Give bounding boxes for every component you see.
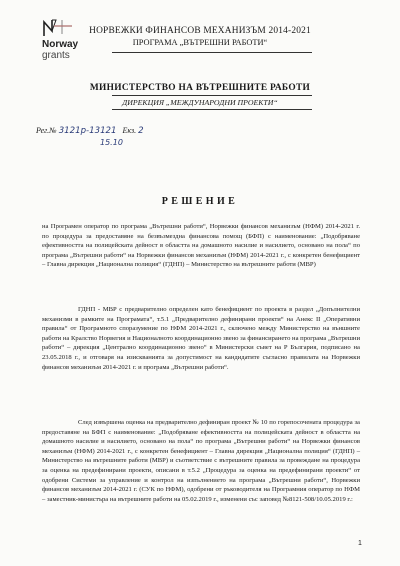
header-program: ПРОГРАМА „ВЪТРЕШНИ РАБОТИ“ — [132, 38, 268, 47]
logo-text-norway: Norway — [42, 39, 79, 50]
evaluation-paragraph: След извършена оценка на предварително дефиниран проект № 10 по горепосочената процедура за предоставяне на БФП с наименование: „Подобряване ефективността на полицейската дейност в областта на домашното насилие и насилието, основано на пола“ по програма „Вътрешни работи“ на Норвежки финансов механизъм (НФМ) 2014-2021 г., с конкретен бенефициент – Главна дирекция „Национална полиция“ (ГДНП) – Министерство на вътрешните работи (МВР) и съответствие с вътрешните правила за провеждане на процедура за оценка на предефинирани проекти, описани в т.5.2 „Процедура за оценка на предефинирани проекти“ от одобрени Системи за управление и контрол на изпълнението на програма „Вътрешни работи“, Норвежки финансов механизъм 2014-2021 г. (СУК по НФМ), одобрени от ръководителя на Програмния оператор по НФМ – заместник-министъра на вътрешните работи на 05.02.2019 г., изменени със заповед №8121-508/10.05.2019 г.: — [42, 419, 360, 503]
page-number: 1 — [358, 540, 362, 547]
reg-date: 15.10 — [100, 138, 123, 147]
registration-block — [36, 126, 144, 147]
reg-label: Рег.№ — [36, 126, 57, 135]
header-divider-mid — [112, 95, 312, 96]
header-divider-bottom — [112, 109, 312, 110]
header-directorate: ДИРЕКЦИЯ „МЕЖДУНАРОДНИ ПРОЕКТИ“ — [122, 98, 278, 107]
beneficiary-paragraph: ГДНП - МВР с предварително определен като бенефициент по проекта в раздел „Допълнителни механизми в рамките на Програмата“, т.5.1 „Предварително дефинирани проекти“ на Анекс II „Оперативни правила“ от Програмното споразумение по НФМ 2014-2021 г., сключено между Министерство на външните работи на Кралство Норвегия и Националното координационно звено за финансирането на програма „Вътрешни работи“ – дирекция „Централно координационно звено“ в Министерски съвет на Р България, подписано на 23.05.2018 г., и отговаря на изискванията за допустимост на кандидатите съгласно правилата на Норвежки финансов механизъм 2014-2021 г. и програма „Вътрешни работи“. — [42, 306, 360, 371]
header-ministry: МИНИСТЕРСТВО НА ВЪТРЕШНИТЕ РАБОТИ — [89, 83, 311, 93]
header-mechanism: НОРВЕЖКИ ФИНАНСОВ МЕХАНИЗЪМ 2014-2021 — [89, 26, 311, 36]
header-divider-top — [112, 52, 312, 53]
copy-number: 2 — [138, 126, 144, 136]
decision-title: РЕШЕНИЕ — [161, 196, 239, 207]
logo-text-grants: grants — [42, 50, 70, 61]
copy-label: Екз. — [122, 126, 137, 135]
reg-number: 3121р-13121 — [58, 126, 117, 136]
intro-paragraph: на Програмен оператор по програма „Вътрешни работи“, Норвежки финансов механизъм (НФМ) 2014-2021 г. по процедура за предоставяне на безвъзмездна финансова помощ (БФП) с наименование: „Подобряване ефективността на полицейската дейност в областта на домашното насилие и насилието, основано на пола“ по програма „Вътрешни работи“ на Норвежки финансов механизъм (НФМ) 2014-2021 г., с конкретен бенефициент – Главна дирекция „Национална полиция“ (ГДНП) – Министерство на вътрешните работи (МВР) — [42, 223, 360, 269]
